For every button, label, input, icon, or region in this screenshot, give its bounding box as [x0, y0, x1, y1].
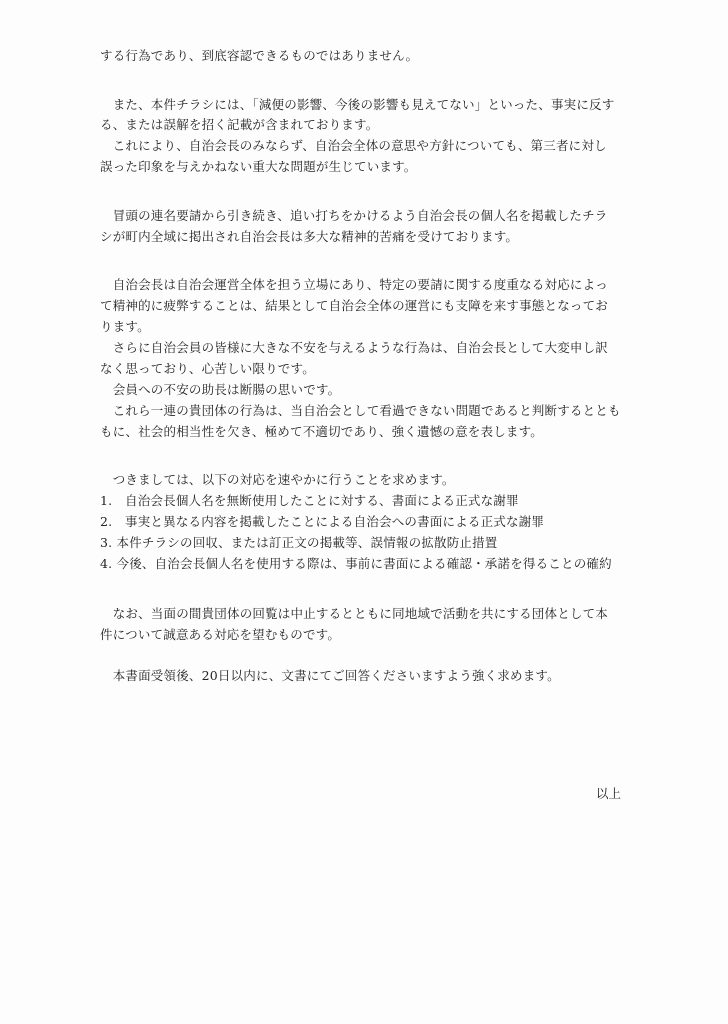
paragraph-line: シが町内全域に掲出され自治会長は多大な精神的苦痛を受けております。	[100, 229, 519, 244]
paragraph-line: なく思っており、心苦しい限りです。	[100, 361, 315, 376]
closing-text: 以上	[596, 786, 622, 801]
paragraph-line: これら一連の貴団体の行為は、当自治会として看過できない問題であると判断するととも	[100, 403, 621, 418]
paragraph-line: また、本件チラシには、「減便の影響、今後の影響も見えてない」といった、事実に反す	[100, 97, 615, 112]
paragraph-line: て精神的に疲弊することは、結果として自治会全体の運営にも支障を来す事態となってお	[100, 298, 609, 313]
list-item: 1. 自治会長個人名を無断使用したことに対する、書面による正式な謝罪	[100, 493, 519, 508]
paragraph-line: さらに自治会員の皆様に大きな不安を与えるような行為は、自治会長として大変申し訳	[100, 340, 609, 355]
paragraph-line: 誤った印象を与えかねない重大な問題が生じています。	[100, 159, 417, 174]
paragraph-line: する行為であり、到底容認できるものではありません。	[100, 48, 419, 63]
paragraph-line: 会員への不安の助長は断腸の思いです。	[100, 382, 341, 397]
paragraph-line: る、または誤解を招く記載が含まれております。	[100, 117, 379, 132]
paragraph-line: 自治会長は自治会運営全体を担う立場にあり、特定の要請に関する度重なる対応によっ	[100, 277, 609, 292]
paragraph-line: 件について誠意ある対応を望むものです。	[100, 627, 341, 642]
list-item: 3. 本件チラシの回収、または訂正文の掲載等、誤情報の拡散防止措置	[100, 535, 498, 550]
paragraph-line: これにより、自治会長のみならず、自治会全体の意思や方針についても、第三者に対し	[100, 138, 607, 153]
paragraph-line: ります。	[100, 319, 150, 334]
paragraph-line: なお、当面の間貴団体の回覧は中止するとともに同地域で活動を共にする団体として本	[100, 606, 609, 621]
paragraph-line: 冒頭の連名要請から引き続き、追い打ちをかけるよう自治会長の個人名を掲載したチラ	[100, 208, 608, 223]
paragraph-line: 本書面受領後、20日以内に、文書にてご回答くださいますよう強く求めます。	[100, 668, 560, 683]
list-item: 2. 事実と異なる内容を掲載したことによる自治会への書面による正式な謝罪	[100, 514, 545, 529]
paragraph-line: つきましては、以下の対応を速やかに行うことを求めます。	[100, 472, 455, 487]
paragraph-line: もに、社会的相当性を欠き、極めて不適切であり、強く遺憾の意を表します。	[100, 424, 544, 439]
list-item: 4. 今後、自治会長個人名を使用する際は、事前に書面による確認・承諾を得ることの確約	[100, 556, 612, 571]
